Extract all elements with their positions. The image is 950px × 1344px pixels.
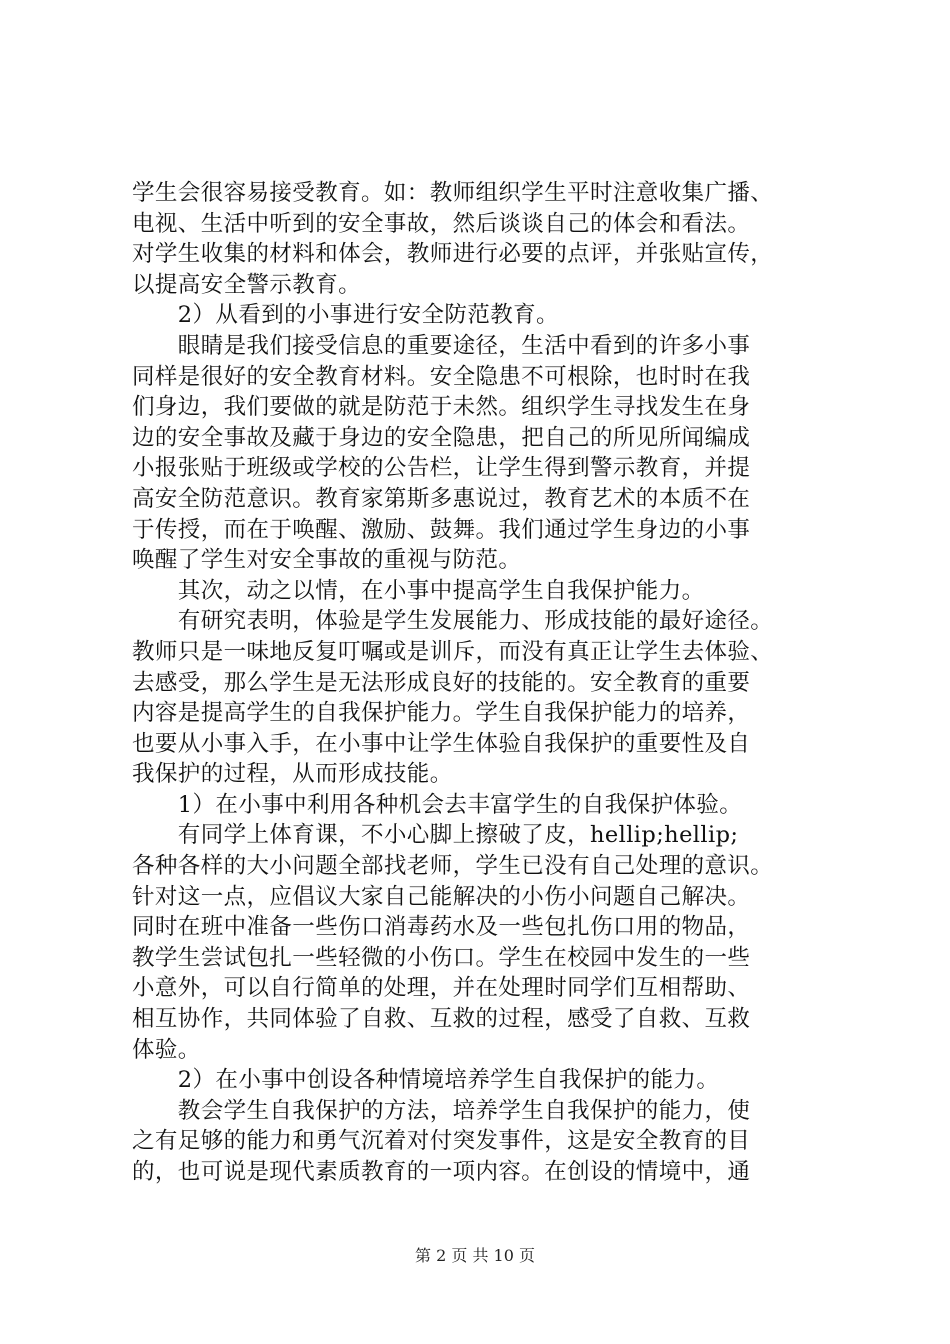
text-line: 针对这一点，应倡议大家自己能解决的小伤小问题自己解决。 — [132, 883, 751, 910]
text-line: 去感受，那么学生是无法形成良好的技能的。安全教育的重要 — [132, 669, 751, 696]
text-line: 小报张贴于班级或学校的公告栏，让学生得到警示教育，并提 — [132, 455, 751, 482]
text-line: 边的安全事故及藏于身边的安全隐患，把自己的所见所闻编成 — [132, 424, 751, 451]
text-line: 学生会很容易接受教育。如：教师组织学生平时注意收集广播、 — [132, 180, 774, 206]
text-line: 之有足够的能力和勇气沉着对付突发事件，这是安全教育的目 — [132, 1128, 751, 1155]
body-text — [132, 178, 832, 1188]
text-line: 2）在小事中创设各种情境培养学生自我保护的能力。 — [132, 1067, 720, 1094]
text-line: 2）从看到的小事进行安全防范教育。 — [132, 302, 559, 329]
text-line: 同样是很好的安全教育材料。安全隐患不可根除，也时时在我 — [132, 363, 751, 390]
text-line: 的，也可说是现代素质教育的一项内容。在创设的情境中，通 — [132, 1159, 751, 1185]
text-line: 对学生收集的材料和体会，教师进行必要的点评，并张贴宣传， — [132, 241, 774, 268]
text-line: 也要从小事入手，在小事中让学生体验自我保护的重要性及自 — [132, 730, 751, 757]
text-line: 唤醒了学生对安全事故的重视与防范。 — [132, 547, 522, 574]
text-line: 各种各样的大小问题全部找老师，学生已没有自己处理的意识。 — [132, 853, 774, 880]
text-line: 相互协作，共同体验了自救、互救的过程，感受了自救、互救 — [132, 1006, 751, 1033]
text-line: 内容是提高学生的自我保护能力。学生自我保护能力的培养， — [132, 700, 751, 727]
text-line: 有研究表明，体验是学生发展能力、形成技能的最好途径。 — [132, 608, 774, 635]
text-line: 教学生尝试包扎一些轻微的小伤口。学生在校园中发生的一些 — [132, 944, 751, 971]
text-line: 我保护的过程，从而形成技能。 — [132, 761, 453, 788]
text-line: 以提高安全警示教育。 — [132, 271, 362, 298]
text-line: 于传授，而在于唤醒、激励、鼓舞。我们通过学生身边的小事 — [132, 516, 751, 543]
text-line: 电视、生活中听到的安全事故，然后谈谈自己的体会和看法。 — [132, 210, 751, 237]
text-line: 们身边，我们要做的就是防范于未然。组织学生寻找发生在身 — [132, 394, 751, 421]
text-line: 高安全防范意识。教育家第斯多惠说过，教育艺术的本质不在 — [132, 485, 751, 512]
text-line: 同时在班中准备一些伤口消毒药水及一些包扎伤口用的物品， — [132, 914, 751, 941]
text-line: 体验。 — [132, 1036, 201, 1063]
text-line: 有同学上体育课，不小心脚上擦破了皮，hellip;hellip; — [132, 822, 739, 849]
text-line: 教师只是一味地反复叮嘱或是训斥，而没有真正让学生去体验、 — [132, 638, 774, 665]
text-line: 教会学生自我保护的方法，培养学生自我保护的能力，使 — [132, 1097, 751, 1124]
text-line: 其次，动之以情，在小事中提高学生自我保护能力。 — [132, 577, 705, 604]
page-number-footer: 第 2 页 共 10 页 — [415, 1246, 535, 1265]
text-line: 1）在小事中利用各种机会去丰富学生的自我保护体验。 — [132, 791, 743, 818]
text-line: 眼睛是我们接受信息的重要途径，生活中看到的许多小事 — [132, 332, 751, 359]
text-line: 小意外，可以自行简单的处理，并在处理时同学们互相帮助、 — [132, 975, 751, 1002]
